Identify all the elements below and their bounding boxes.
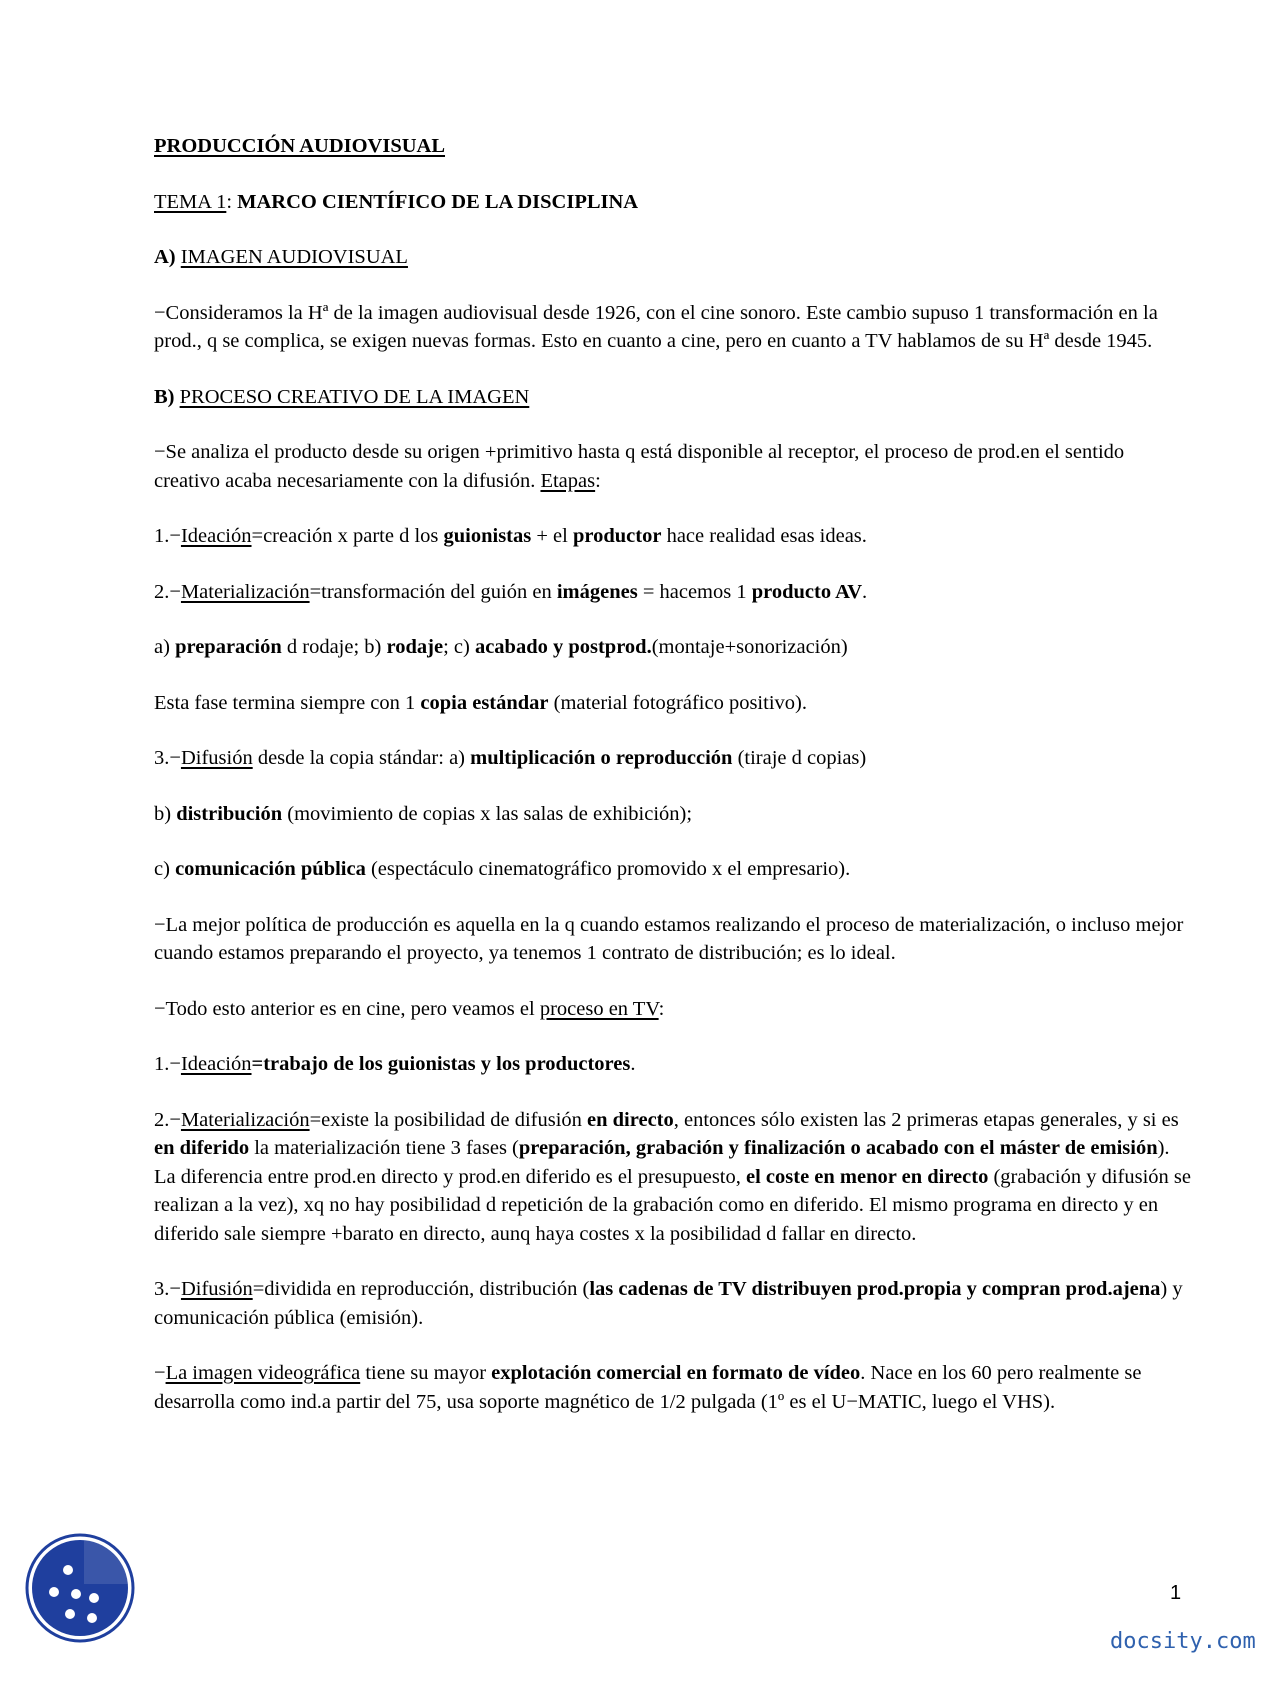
text-tvMaterializacion-t2: , entonces sólo existen las 2 primeras etapas generales, y si es	[673, 1108, 1179, 1131]
text-todo-t1: −Todo esto anterior es en cine, pero veamos el	[154, 997, 540, 1020]
text-sectionB-letter: B)	[154, 385, 175, 408]
text-paraB-etapas: Etapas	[540, 469, 596, 492]
text-materializacion-t3: .	[862, 580, 868, 603]
text-paraB-colon: :	[595, 469, 601, 492]
item-distribucion	[154, 800, 1194, 829]
text-difusion-term: Difusión	[180, 747, 253, 769]
text-paraB-text: −Se analiza el producto desde su origen +primitivo hasta q está disponible al receptor, el proceso de prod.en el sentido creativo acaba necesariamente con la difusión.	[154, 441, 1125, 492]
document-body	[154, 132, 1194, 1443]
text-tvMaterializacion-num: 2.−	[154, 1108, 181, 1131]
section-a-heading	[154, 243, 1194, 272]
text-materializacion-t2: = hacemos 1	[637, 580, 752, 603]
item-fases	[154, 633, 1194, 662]
text-tvMaterializacion-b2: en diferido	[154, 1137, 250, 1159]
tema-heading	[154, 188, 1194, 217]
item-difusion	[154, 744, 1194, 773]
text-fases-t3: ; c)	[443, 636, 475, 658]
text-difusion-t2: (tiraje d copias)	[732, 747, 867, 769]
text-tvMaterializacion-term: Materialización	[180, 1108, 310, 1131]
text-distribucion-t2: (movimiento de copias x las salas de exhibición);	[282, 802, 693, 825]
text-materializacion-num: 2.−	[154, 580, 181, 603]
paragraph-proceso-creativo	[154, 438, 1194, 495]
text-tema-sep: :	[226, 190, 238, 213]
text-tvMaterializacion-t5: (grabación y difusión se realizan a la vez), xq no hay posibilidad d repetición de la grabación como en diferido. El mismo programa en directo y en diferido sale siempre +barato en directo, aunq haya costes x la posibilidad d fallar en directo.	[154, 1165, 1191, 1245]
text-comunicacion-b1: comunicación pública	[175, 858, 366, 880]
text-fases-b3: acabado y postprod.	[474, 636, 652, 658]
text-ideacion-num: 1.−	[154, 525, 181, 547]
text-sectionA-letter: A)	[154, 246, 176, 268]
text-todo-u1: proceso en TV	[539, 997, 659, 1020]
text-tvMaterializacion-b1: en directo	[587, 1108, 674, 1131]
text-fases-b2: rodaje	[386, 636, 444, 658]
text-tvDifusion-t1: =dividida en reproducción, distribución (	[252, 1278, 590, 1300]
text-fases-t4: (montaje+sonorización)	[651, 636, 848, 658]
text-tvMaterializacion-t1: =existe la posibilidad de difusión	[309, 1108, 588, 1131]
paragraph-proceso-tv	[154, 995, 1194, 1024]
paragraph-politica: −La mejor política de producción es aquella en la q cuando estamos realizando el proceso de materialización, o incluso mejor cuando estamos preparando el proyecto, ya tenemos 1 contrato de distribución; es lo ideal.	[154, 913, 1184, 964]
text-copia-t1: Esta fase termina siempre con 1	[154, 691, 421, 714]
item-comunicacion	[154, 855, 1194, 884]
text-materializacion-t1: =transformación del guión en	[309, 580, 557, 603]
text-distribucion-t1: b)	[154, 802, 177, 825]
text-tvDifusion-term: Difusión	[180, 1278, 253, 1300]
text-videografica-t2: . Nace en los 60 pero realmente se desarrolla como ind.a partir del 75, usa soporte magnético de 1/2 pulgada (1º es el U−MATIC, luego el VHS).	[154, 1362, 1142, 1413]
section-b-heading	[154, 383, 1194, 412]
text-difusion-b1: multiplicación o reproducción	[470, 747, 733, 769]
text-ideacion-t1: =creación x parte d los	[251, 525, 444, 547]
text-comunicacion-t1: c)	[154, 858, 176, 880]
text-fases-b1: preparación	[175, 636, 282, 658]
text-videografica-b1: explotación comercial en formato de vídeo	[491, 1362, 861, 1384]
text-ideacion-t2: + el	[531, 525, 573, 547]
text-ideacion-b1: guionistas	[443, 525, 532, 547]
item-copia-estandar	[154, 689, 1194, 718]
text-copia-t2: (material fotográfico positivo).	[548, 691, 807, 714]
item-ideacion	[154, 522, 1194, 551]
text-tema-text: MARCO CIENTÍFICO DE LA DISCIPLINA	[237, 190, 639, 213]
docsity-brand-link[interactable]: docsity.com	[1110, 1629, 1256, 1654]
document-title	[154, 132, 1194, 161]
text-comunicacion-t2: (espectáculo cinematográfico promovido x el empresario).	[365, 858, 851, 880]
docsity-logo-icon	[24, 1532, 136, 1644]
item-tv-materializacion	[154, 1106, 1194, 1249]
text-tvMaterializacion-t3: la materialización tiene 3 fases (	[249, 1137, 519, 1159]
item-tv-ideacion	[154, 1050, 1194, 1079]
text-tvIdeacion-term: Ideación	[180, 1053, 252, 1075]
text-tvMaterializacion-b4: el coste en menor en directo	[746, 1165, 989, 1188]
item-materializacion	[154, 578, 1194, 607]
text-materializacion-b2: producto AV	[751, 580, 863, 603]
page-number: 1	[1170, 1582, 1182, 1604]
paragraph-imagen-videografica	[154, 1359, 1194, 1416]
text-videografica-t1: tiene su mayor	[360, 1362, 492, 1384]
text-copia-b1: copia estándar	[420, 691, 549, 714]
paragraph-imagen-audiovisual: −Consideramos la Hª de la imagen audiovisual desde 1926, con el cine sonoro. Este cambio supuso 1 transformación en la prod., q se complica, se exigen nuevas formas. Esto en cuanto a cine, pero en cuanto a TV hablamos de su Hª desde 1945.	[154, 301, 1158, 352]
text-videografica-num: −	[154, 1362, 166, 1384]
text-materializacion-term: Materialización	[180, 580, 310, 603]
text-difusion-num: 3.−	[154, 747, 181, 769]
text-todo-t2: :	[658, 997, 665, 1020]
text-ideacion-term: Ideación	[180, 525, 252, 547]
text-tvMaterializacion-b3: preparación, grabación y finalización o acabado con el máster de emisión	[518, 1137, 1158, 1159]
text-tvDifusion-b1: las cadenas de TV distribuyen prod.propia y compran prod.ajena	[589, 1278, 1161, 1300]
text-distribucion-b1: distribución	[176, 802, 283, 825]
item-tv-difusion	[154, 1275, 1194, 1332]
text-fases-t1: a)	[154, 636, 176, 658]
text-ideacion-t3: hace realidad esas ideas.	[661, 525, 867, 547]
text-fases-t2: d rodaje; b)	[281, 636, 387, 658]
text-tvMaterializacion-t4: ). La diferencia entre prod.en directo y prod.en diferido es el presupuesto,	[154, 1137, 1170, 1188]
text-tvIdeacion-b1: =trabajo de los guionistas y los productores	[251, 1053, 631, 1075]
text-videografica-term: La imagen videográfica	[165, 1362, 361, 1384]
text-sectionB-text: PROCESO CREATIVO DE LA IMAGEN	[179, 385, 530, 408]
text-sectionA-text: IMAGEN AUDIOVISUAL	[180, 246, 408, 268]
text-tvDifusion-t2: ) y comunicación pública (emisión).	[154, 1278, 1183, 1329]
text-materializacion-b1: imágenes	[556, 580, 638, 603]
text-tvDifusion-num: 3.−	[154, 1278, 181, 1300]
text-title: PRODUCCIÓN AUDIOVISUAL	[154, 135, 446, 157]
text-tema-label: TEMA 1	[154, 190, 227, 213]
text-difusion-t1: desde la copia stándar: a)	[252, 747, 471, 769]
text-tvIdeacion-num: 1.−	[154, 1053, 181, 1075]
text-tvIdeacion-t1: .	[630, 1053, 636, 1075]
text-ideacion-b2: productor	[572, 525, 662, 547]
